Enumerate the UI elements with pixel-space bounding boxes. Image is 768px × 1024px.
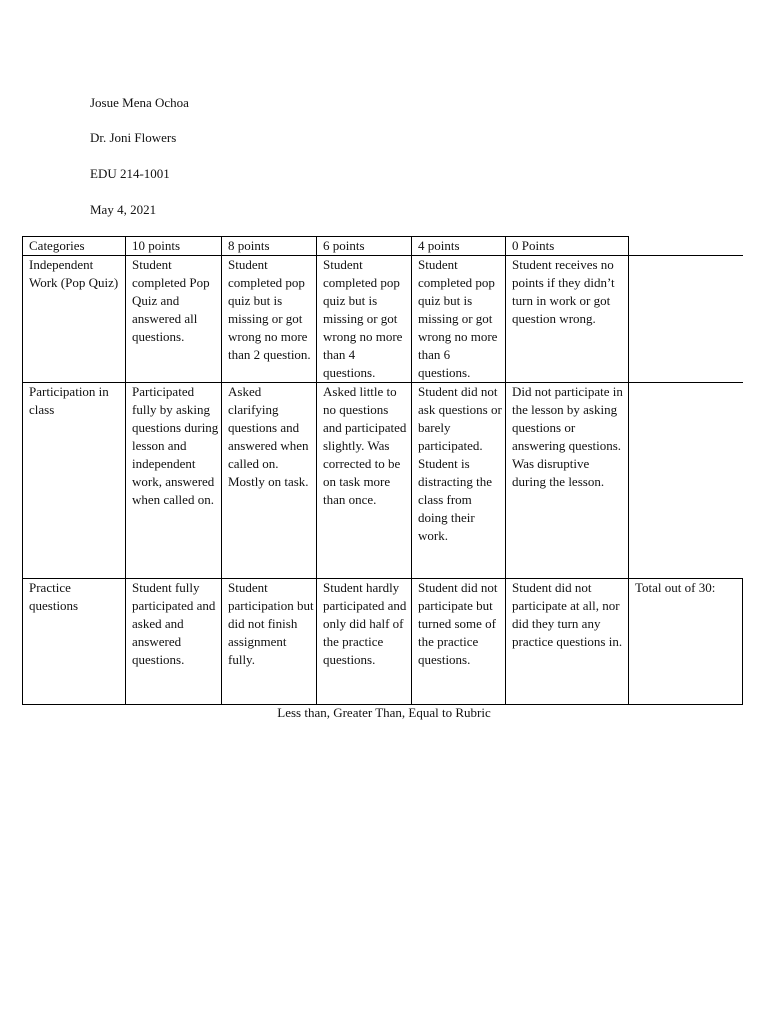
total-cell	[629, 579, 743, 705]
category-cell	[23, 256, 126, 383]
blank-cell	[629, 256, 743, 383]
category-label: Independent Work (Pop Quiz)	[29, 257, 119, 290]
category-label: Participation in class	[29, 384, 109, 417]
blank-cell	[629, 237, 743, 256]
criteria-text: Student did not participate at all, nor did they turn any practice questions in.	[512, 580, 623, 649]
criteria-cell	[317, 256, 412, 383]
criteria-cell	[317, 383, 412, 579]
rubric-table	[22, 236, 743, 705]
header-cell-6-points: 6 points	[317, 237, 412, 256]
student-name: Josue Mena Ochoa	[90, 95, 189, 110]
criteria-text: Student completed pop quiz but is missing or got wrong no more than 4 questions.	[323, 257, 403, 380]
criteria-cell	[412, 383, 506, 579]
criteria-text: Asked clarifying questions and answered when called on. Mostly on task.	[228, 384, 309, 489]
criteria-cell	[222, 579, 317, 705]
header-cell-4-points: 4 points	[412, 237, 506, 256]
criteria-cell	[317, 579, 412, 705]
header-cell-categories: Categories	[23, 237, 126, 256]
instructor-name: Dr. Joni Flowers	[90, 130, 177, 145]
criteria-text: Student participation but did not finish assignment fully.	[228, 580, 314, 667]
course-code: EDU 214-1001	[90, 166, 170, 181]
criteria-text: Student fully participated and asked and answered questions.	[132, 580, 216, 667]
header-cell-8-points: 8 points	[222, 237, 317, 256]
criteria-cell	[222, 256, 317, 383]
criteria-text: Student did not participate but turned some of the practice questions.	[418, 580, 498, 667]
criteria-cell	[506, 579, 629, 705]
criteria-text: Student completed pop quiz but is missing or got wrong no more than 6 questions.	[418, 257, 498, 380]
criteria-text: Did not participate in the lesson by asking questions or answering questions. Was disruptive during the lesson.	[512, 384, 623, 489]
table-caption: Less than, Greater Than, Equal to Rubric	[277, 705, 491, 720]
rubric-header-row	[23, 237, 743, 256]
criteria-cell	[506, 256, 629, 383]
rubric-row-independent-work	[23, 256, 743, 383]
header-cell-0-points: 0 Points	[506, 237, 629, 256]
criteria-text: Student receives no points if they didn’t turn in work or got question wrong.	[512, 257, 615, 326]
criteria-text: Student completed Pop Quiz and answered all questions.	[132, 257, 210, 344]
category-label: Practice questions	[29, 580, 79, 613]
rubric-row-participation	[23, 383, 743, 579]
criteria-text: Participated fully by asking questions during lesson and independent work, answered when called on.	[132, 384, 219, 507]
category-cell	[23, 579, 126, 705]
criteria-text: Student completed pop quiz but is missing or got wrong no more than 2 question.	[228, 257, 311, 362]
header-cell-10-points: 10 points	[126, 237, 222, 256]
criteria-cell	[126, 383, 222, 579]
total-label: Total out of 30:	[635, 580, 716, 595]
criteria-text: Student did not ask questions or barely participated. Student is distracting the class from doing their work.	[418, 384, 502, 543]
category-cell	[23, 383, 126, 579]
criteria-cell	[506, 383, 629, 579]
criteria-cell	[412, 579, 506, 705]
document-date: May 4, 2021	[90, 202, 157, 217]
blank-cell	[629, 383, 743, 579]
criteria-cell	[126, 579, 222, 705]
criteria-cell	[222, 383, 317, 579]
criteria-cell	[412, 256, 506, 383]
criteria-cell	[126, 256, 222, 383]
criteria-text: Student hardly participated and only did half of the practice questions.	[323, 580, 407, 667]
criteria-text: Asked little to no questions and participated slightly. Was corrected to be on task more than once.	[323, 384, 407, 507]
rubric-row-practice-questions	[23, 579, 743, 705]
